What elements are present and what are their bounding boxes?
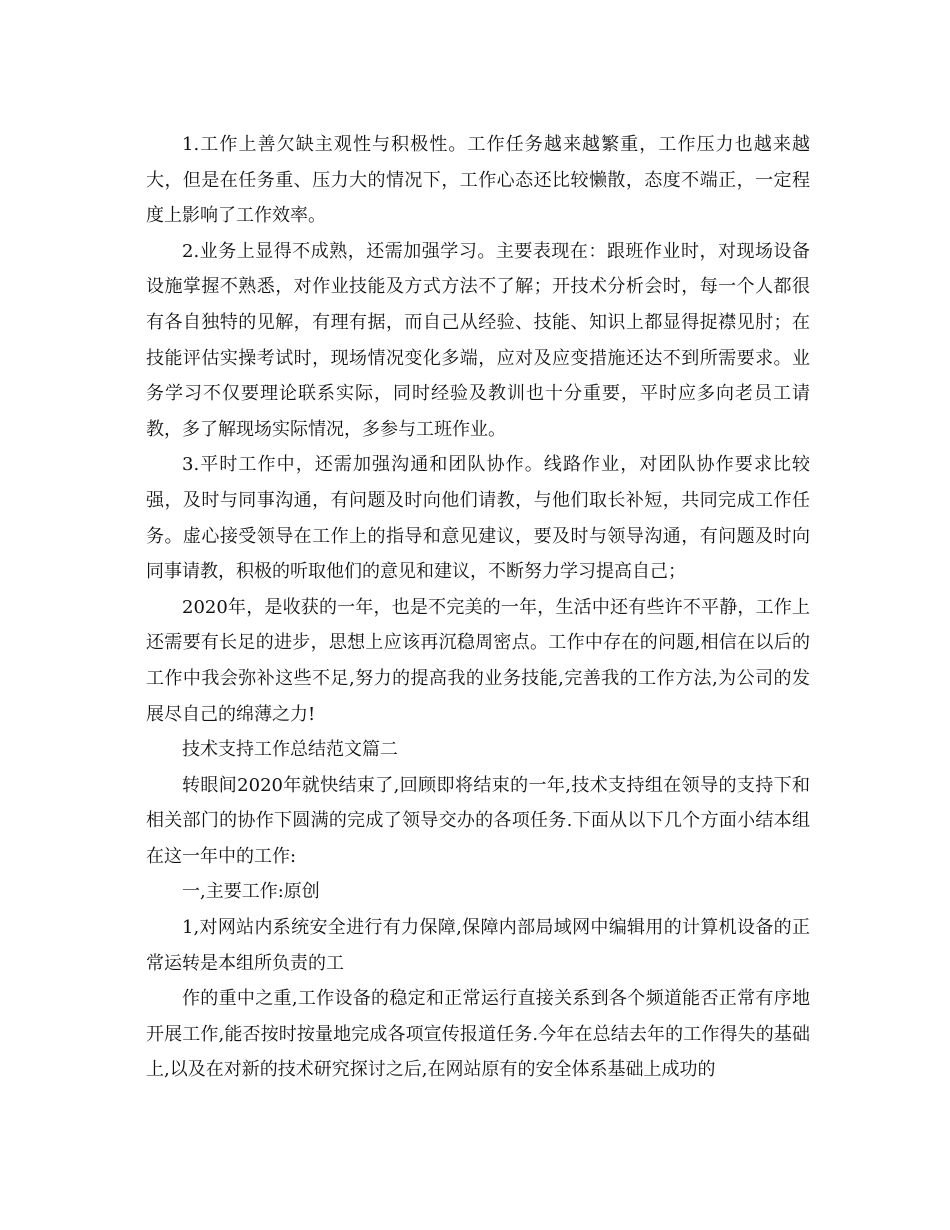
- paragraph-2: 2.业务上显得不成熟，还需加强学习。主要表现在：跟班作业时，对现场设备设施掌握不熟悉，对作业技能及方式方法不了解；开技术分析会时，每一个人都很有各自独特的见解，有理有据，而自己从经验、技能、知识上都显得捉襟见肘；在技能评估实操考试时，现场情况变化多端，应对及应变措施还达不到所需要求。业务学习不仅要理论联系实际，同时经验及教训也十分重要，平时应多向老员工请教，多了解现场实际情况，多参与工班作业。: [146, 240, 810, 440]
- section-heading: 技术支持工作总结范文篇二: [182, 739, 398, 761]
- paragraph-7: 一,主要工作:原创: [182, 881, 320, 903]
- paragraph-3: 3.平时工作中，还需加强沟通和团队协作。线路作业，对团队协作要求比较强，及时与同事沟通，有问题及时向他们请教，与他们取长补短，共同完成工作任务。虚心接受领导在工作上的指导和意见建议，要及时与领导沟通，有问题及时向同事请教，积极的听取他们的意见和建议，不断努力学习提高自己；: [146, 454, 810, 583]
- paragraph-6: 转眼间2020年就快结束了,回顾即将结束的一年,技术支持组在领导的支持下和相关部门的协作下圆满的完成了领导交办的各项任务.下面从以下几个方面小结本组在这一年中的工作:: [146, 774, 810, 867]
- document-body: [146, 127, 810, 1088]
- paragraph-8: 1,对网站内系统安全进行有力保障,保障内部局域网中编辑用的计算机设备的正常运转是本组所负责的工: [146, 917, 810, 974]
- paragraph-1: 1.工作上善欠缺主观性与积极性。工作任务越来越繁重，工作压力也越来越大，但是在任务重、压力大的情况下，工作心态还比较懒散，态度不端正，一定程度上影响了工作效率。: [146, 134, 810, 227]
- paragraph-9: 作的重中之重,工作设备的稳定和正常运行直接关系到各个频道能否正常有序地开展工作,能否按时按量地完成各项宣传报道任务.今年在总结去年的工作得失的基础上,以及在对新的技术研究探讨之后,在网站原有的安全体系基础上成功的: [146, 988, 810, 1081]
- paragraph-4: 2020年，是收获的一年，也是不完美的一年，生活中还有些许不平静，工作上还需要有长足的进步，思想上应该再沉稳周密点。工作中存在的问题,相信在以后的工作中我会弥补这些不足,努力的提高我的业务技能,完善我的工作方法,为公司的发展尽自己的绵薄之力!: [146, 596, 810, 725]
